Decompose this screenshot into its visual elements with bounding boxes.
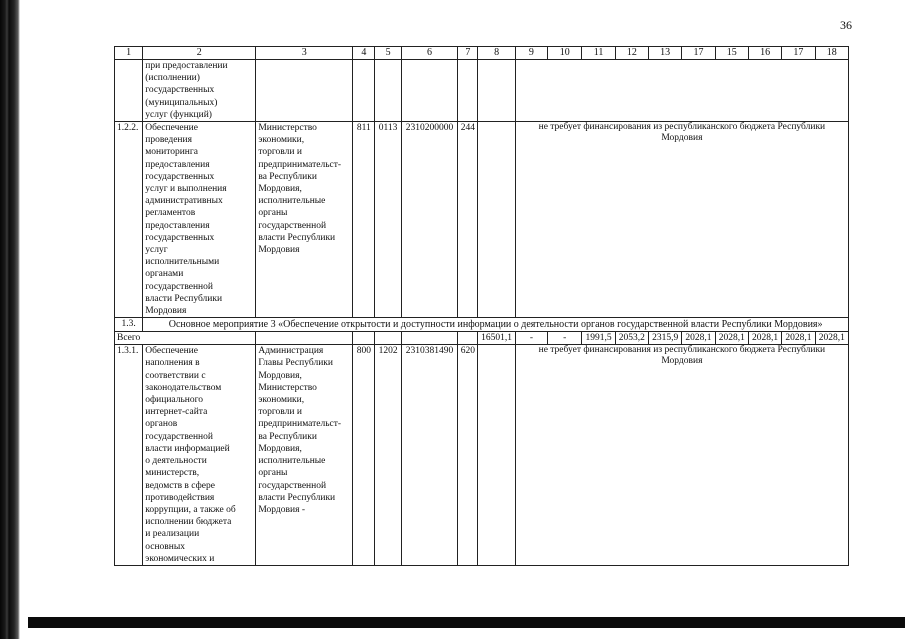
header-cell: 13 [649,47,682,60]
scan-edge-bottom [28,617,905,628]
target-article-code: 2310200000 [401,122,458,318]
target-article-code: 2310381490 [401,345,458,566]
grbs-code: 811 [353,122,375,318]
executor-cell: Министерство экономики, торговли и предпринимательст- ва Республики Мордовия, исполнительные органы государственной власти Республики Мордовия [256,122,353,318]
row-number: 1.3. [115,318,143,332]
header-cell: 16 [748,47,781,60]
section-title: Основное мероприятие 3 «Обеспечение открытости и доступности информации о деятельности органов государственной власти Республики Мордовия» [143,318,849,332]
scan-edge-left [0,0,20,639]
total-row [115,332,849,345]
header-cell: 7 [458,47,478,60]
total-value: 2028,1 [748,332,781,345]
total-value: - [548,332,582,345]
header-cell: 4 [353,47,375,60]
section-row [115,318,849,332]
total-value: - [515,332,547,345]
total-value: 2028,1 [715,332,748,345]
row-number: 1.2.2. [115,122,143,318]
table-row [115,345,849,566]
executor-cell: Администрация Главы Республики Мордовия, Министерство экономики, торговли и предпринимательст- ва Республики Мордовия, исполнительные органы государственной власти Республики Мордовия - [256,345,353,566]
total-value: 2315,9 [649,332,682,345]
header-cell: 17 [782,47,815,60]
header-cell: 6 [401,47,458,60]
row-number: 1.3.1. [115,345,143,566]
program-table [114,46,849,566]
header-cell: 2 [143,47,256,60]
total-value: 1991,5 [582,332,615,345]
header-cell: 10 [548,47,582,60]
total-value: 16501,1 [478,332,515,345]
grbs-code: 800 [353,345,375,566]
header-cell: 3 [256,47,353,60]
expense-type-code: 620 [458,345,478,566]
table-row [115,122,849,318]
financing-note: не требует финансирования из республиканского бюджета Республики Мордовия [515,345,848,566]
financing-note: не требует финансирования из республиканского бюджета Республики Мордовия [515,122,848,318]
section-code: 0113 [375,122,401,318]
header-cell: 1 [115,47,143,60]
header-cell: 15 [715,47,748,60]
continued-name-cell: при предоставлении (исполнении) государственных (муниципальных) услуг (функций) [143,60,256,122]
header-row [115,47,849,60]
header-cell: 5 [375,47,401,60]
total-value: 2028,1 [782,332,815,345]
header-cell: 12 [615,47,648,60]
continuation-row [115,60,849,122]
section-code: 1202 [375,345,401,566]
total-label: Всего [115,332,256,345]
header-cell: 9 [515,47,547,60]
activity-name-cell: Обеспечение проведения мониторинга предоставления государственных услуг и выполнения административных регламентов предоставления государственных услуг исполнительными органами государственной власти Республики Мордовия [143,122,256,318]
header-cell: 8 [478,47,515,60]
header-cell: 18 [815,47,848,60]
header-cell: 17 [682,47,715,60]
header-cell: 11 [582,47,615,60]
total-value: 2028,1 [682,332,715,345]
total-value: 2028,1 [815,332,848,345]
activity-name-cell: Обеспечение наполнения в соответствии с законодательством официального интернет-сайта органов государственной власти информацией о деятельности министерств, ведомств в сфере противодействия коррупции, а также об исполнении бюджета и реализации основных экономических и [143,345,256,566]
expense-type-code: 244 [458,122,478,318]
total-value: 2053,2 [615,332,648,345]
page-number: 36 [840,18,852,32]
